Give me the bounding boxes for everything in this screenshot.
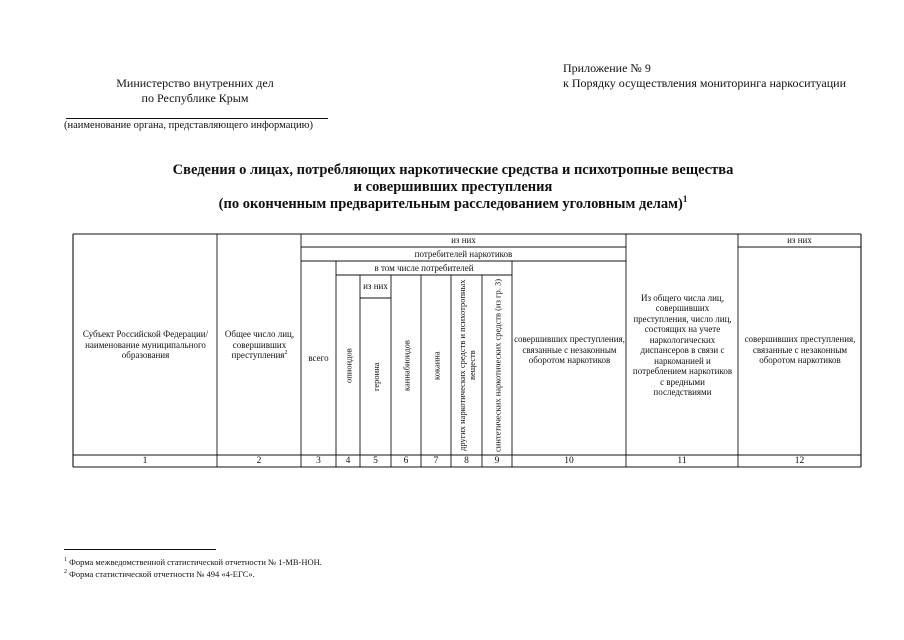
appendix-number: Приложение № 9	[563, 61, 651, 75]
header-footnote-mark: 2	[284, 350, 288, 357]
header-cocaine: кокаина	[431, 351, 442, 380]
footnote-separator	[64, 549, 216, 550]
header-including-users: в том числе потребителей	[374, 262, 474, 273]
title-line-1: Сведения о лицах, потребляющих наркотические средства и психотропные вещества	[172, 162, 734, 178]
appendix-description: к Порядку осуществления мониторинга наркоситуации	[563, 76, 847, 90]
header-opioids: опиоидов	[343, 348, 354, 383]
title-line-2: и совершивших преступления	[353, 179, 553, 195]
column-number: 10	[564, 456, 574, 466]
column-number: 3	[316, 456, 321, 466]
header-cannabinoids: каннабиоидов	[401, 340, 412, 391]
appendix-reference	[563, 61, 846, 91]
ministry-name: Министерство внутренних дел	[116, 76, 274, 90]
header-drug-users: потребителей наркотиков	[414, 248, 513, 259]
column-number: 1	[142, 456, 148, 466]
column-number: 12	[794, 456, 805, 466]
header-of-them-left: из них	[451, 235, 476, 246]
header-subject: Субъект Российской Федерации/ наименование муниципального образования	[82, 329, 209, 361]
column-number: 8	[464, 456, 469, 466]
footnote-2: $^2$ Форма статистической отчетности № 494 «4-ЕГС».	[64, 569, 255, 579]
column-number: 2	[256, 456, 262, 466]
header-other-drugs: других наркотических средств и психотропных веществ	[457, 279, 477, 452]
column-number: 7	[433, 456, 439, 466]
header-heroin: героина	[371, 362, 381, 392]
header-registered: Из общего числа лиц, совершивших преступления, число лиц, состоящих на учете наркологических диспансеров в связи с наркоманией и потреблением наркотиков с вредными последствиями	[632, 292, 733, 397]
ministry-block	[100, 76, 290, 106]
column-number: 11	[677, 456, 687, 466]
header-trafficking: совершивших преступления, связанные с незаконным оборотом наркотиков	[514, 334, 625, 366]
column-number: 5	[373, 456, 378, 466]
header-synthetic: синтетических наркотических средств (из гр. 3)	[492, 278, 503, 453]
column-number: 9	[494, 456, 500, 466]
header-total-persons: Общее число лиц, совершивших преступления$^2$	[224, 329, 295, 361]
column-number: 4	[345, 456, 351, 466]
title-footnote-mark: 1	[682, 194, 688, 205]
footnote-1: $^1$ Форма межведомственной статистической отчетности № 1-МВ-НОН.	[64, 557, 322, 567]
org-caption: (наименование органа, представляющего информацию)	[64, 120, 313, 131]
header-trafficking-registered: совершивших преступления, связанные с незаконным оборотом наркотиков	[744, 334, 856, 366]
title-line-3: (по оконченным предварительным расследованием уголовным делам)$^1$	[218, 194, 688, 212]
header-total: всего	[308, 352, 329, 363]
header-of-them-right: из них	[787, 235, 812, 246]
header-of-them-small: из них	[363, 281, 388, 291]
column-number: 6	[403, 456, 409, 466]
ministry-region: по Республике Крым	[141, 91, 249, 105]
org-name-underline	[66, 118, 328, 119]
document-title	[100, 162, 806, 213]
